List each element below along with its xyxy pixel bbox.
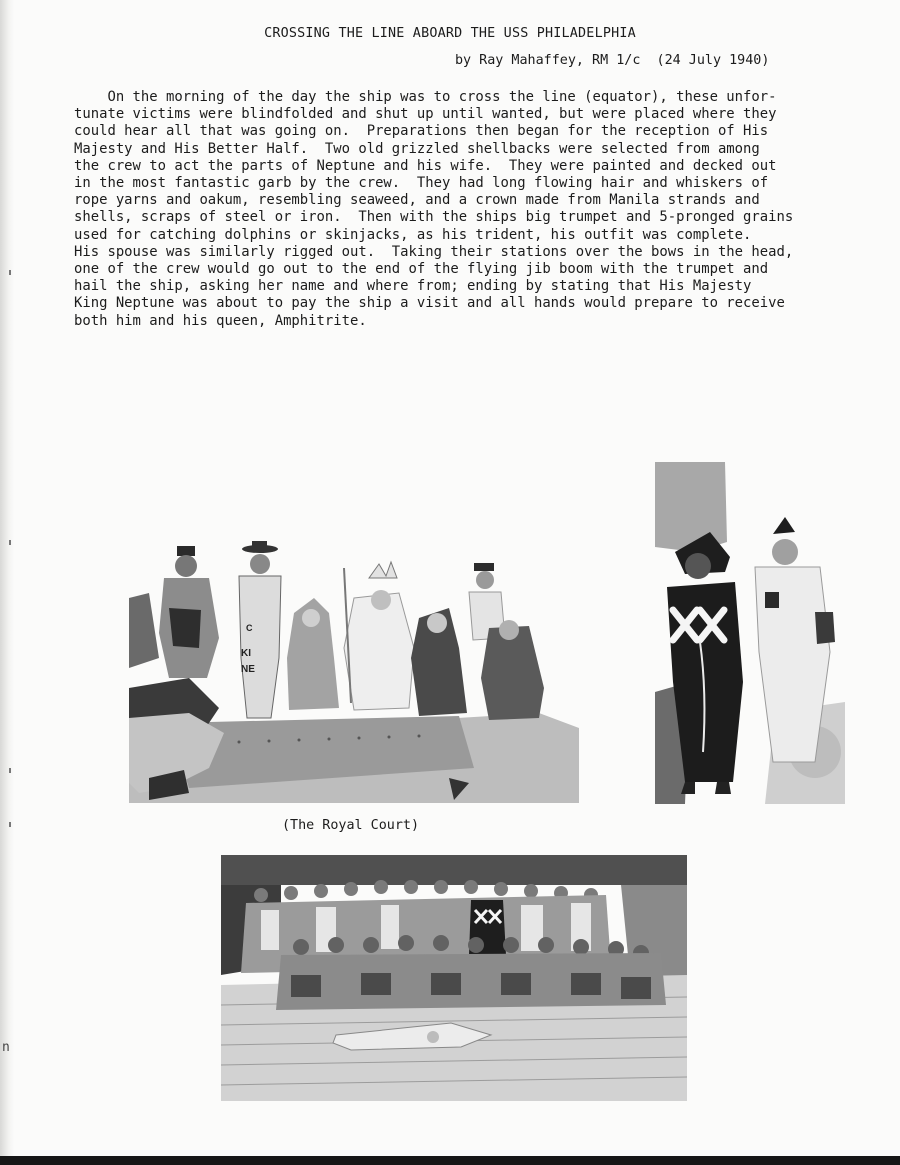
- margin-tick: [9, 270, 11, 275]
- paragraph-line: shells, scraps of steel or iron. Then with the ships big trumpet and 5-pronged grains: [74, 209, 794, 226]
- costume-sign-1: KI: [241, 648, 251, 659]
- paragraph-line: Majesty and His Better Half. Two old grizzled shellbacks were selected from among: [74, 140, 760, 157]
- article-byline: by Ray Mahaffey, RM 1/c (24 July 1940): [455, 53, 770, 68]
- paragraph-line: could hear all that was going on. Preparations then began for the reception of His: [74, 123, 769, 140]
- article-title: CROSSING THE LINE ABOARD THE USS PHILADELPHIA: [264, 26, 636, 41]
- margin-tick: [9, 540, 11, 545]
- crew-group-photo: [221, 855, 687, 1101]
- margin-tick: [9, 768, 11, 773]
- paragraph-line: hail the ship, asking her name and where from; ending by stating that His Majesty: [74, 278, 752, 295]
- paragraph-line: His spouse was similarly rigged out. Taking their stations over the bows in the head,: [74, 243, 794, 260]
- paragraph-line: King Neptune was about to pay the ship a visit and all hands would prepare to receive: [74, 295, 785, 312]
- costume-sign-2: NE: [241, 664, 255, 675]
- article-paragraph: [74, 89, 874, 330]
- costume-pair-photo: [655, 462, 845, 804]
- paragraph-line: the crew to act the parts of Neptune and his wife. They were painted and decked out: [74, 157, 777, 174]
- paragraph-line: both him and his queen, Amphitrite.: [74, 312, 367, 329]
- page-bottom-border: [0, 1156, 900, 1165]
- paragraph-line: one of the crew would go out to the end of the flying jib boom with the trumpet and: [74, 261, 769, 278]
- margin-tick: [9, 822, 11, 827]
- costume-sign-3: C: [246, 623, 253, 633]
- paragraph-line: tunate victims were blindfolded and shut up until wanted, but were placed where they: [74, 106, 777, 123]
- margin-mark: n: [2, 1040, 10, 1055]
- photo-caption: (The Royal Court): [282, 818, 420, 833]
- paragraph-line: in the most fantastic garb by the crew. They had long flowing hair and whiskers of: [74, 175, 769, 192]
- royal-court-photo: [129, 538, 579, 803]
- paragraph-line: On the morning of the day the ship was to cross the line (equator), these unfor-: [74, 89, 777, 105]
- paragraph-line: rope yarns and oakum, resembling seaweed, and a crown made from Manila strands and: [74, 192, 760, 209]
- paragraph-line: used for catching dolphins or skinjacks, as his trident, his outfit was complete.: [74, 226, 752, 243]
- page-left-edge-shadow: [0, 0, 14, 1165]
